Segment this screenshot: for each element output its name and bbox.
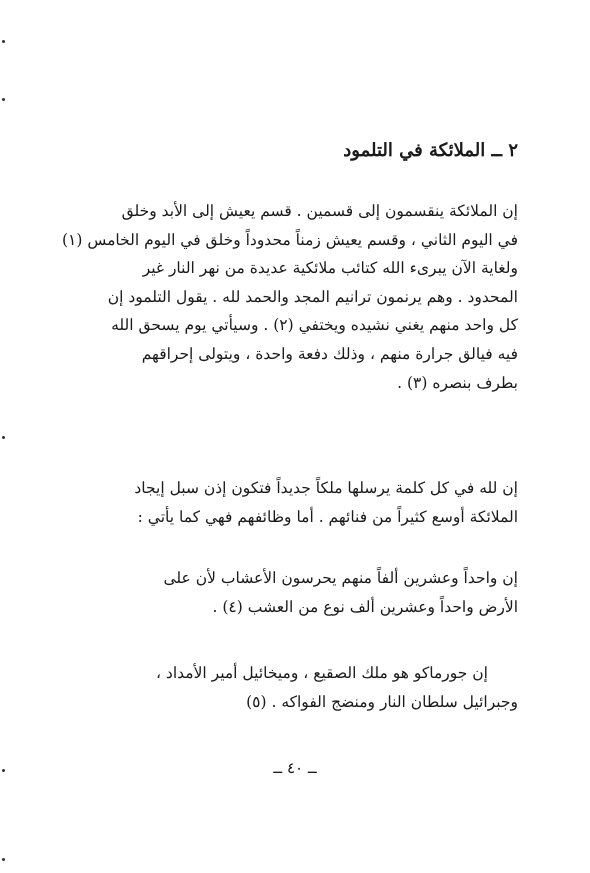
text-line: إن واحداً وعشرين ألفاً منهم يحرسون الأعشاب لأن على [163,569,518,587]
margin-mark [2,858,5,861]
paragraph-4 [88,659,518,716]
text-line: الملائكة أوسع كثيراً من فنائهم . أما وظائفهم فهي كما يأتي : [137,507,518,526]
page-number: ــ ٤٠ ــ [273,759,317,777]
text-line: إن لله في كل كلمة يرسلها ملكاً جديداً فتكون إذن سبل إيجاد [134,479,518,497]
text-line: كل واحد منهم يغني نشيده ويختفي (٢) . وسيأتي يوم يسحق الله [111,316,518,335]
margin-mark [2,436,5,439]
text-line: المحدود . وهم يرنمون ترانيم المجد والحمد لله . يقول التلمود إن [107,287,518,306]
section-heading: ٢ ــ الملائكة في التلمود [343,140,518,161]
text-line: الأرض واحداً وعشرين ألف نوع من العشب (٤) . [212,597,518,616]
margin-mark [2,98,5,101]
text-line: في اليوم الثاني ، وقسم يعيش زمناً محدوداً وخلق في اليوم الخامس (١) [61,230,518,249]
text-line: إن جورماكو هو ملك الصقيع ، وميخائيل أمير الأمداد ، [156,664,488,682]
paragraph-2 [88,474,518,531]
margin-mark [2,40,5,43]
paragraph-1 [61,197,518,397]
text-line: ولغاية الآن يبرىء الله كتائب ملائكية عديدة من نهر النار غير [142,259,518,278]
text-line: بطرف بنصره (٣) . [397,373,518,392]
text-line: إن الملائكة ينقسمون إلى قسمين . قسم يعيش إلى الأبد وخلق [121,202,518,220]
text-line: فيه فيالق جرارة منهم ، وذلك دفعة واحدة ، ويتولى إحراقهم [141,344,518,363]
paragraph-3 [88,564,518,621]
text-line: وجبرائيل سلطان النار ومنضج الفواكه . (٥) [246,692,518,711]
